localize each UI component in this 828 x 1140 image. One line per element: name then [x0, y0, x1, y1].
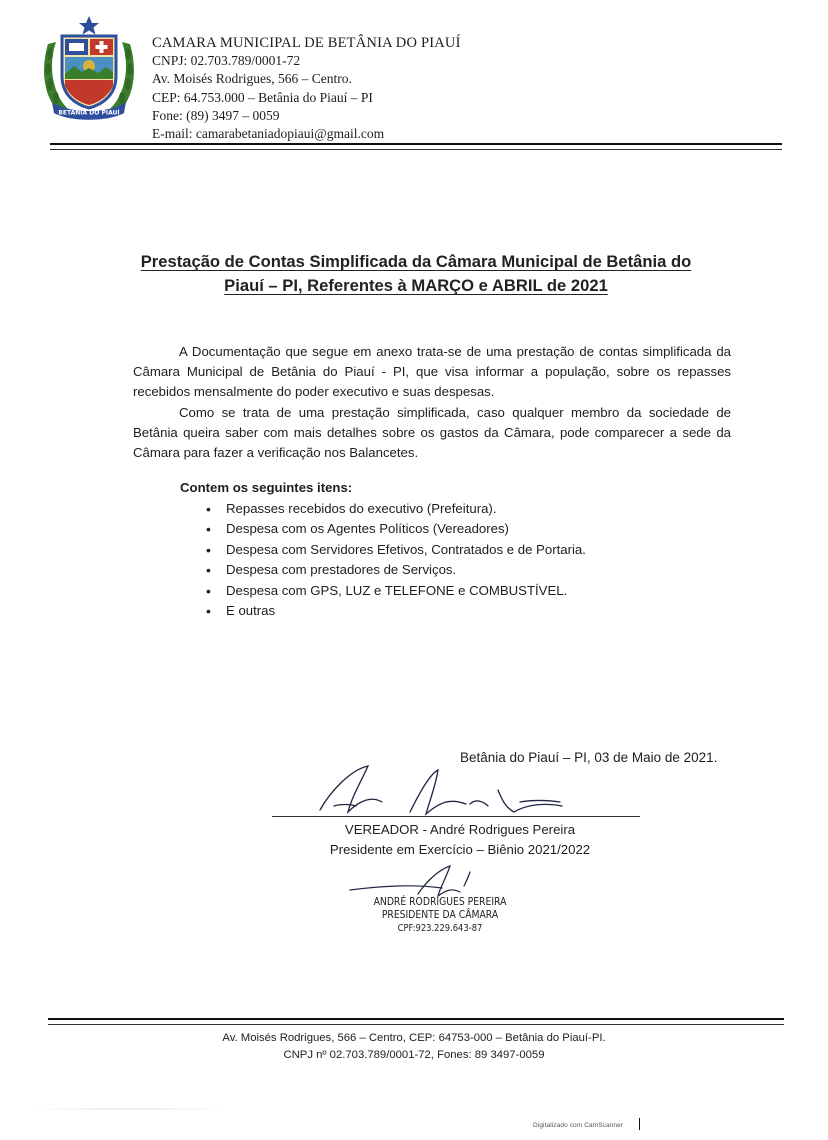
org-address: Av. Moisés Rodrigues, 566 – Centro. [152, 71, 352, 87]
municipal-crest-icon [38, 14, 140, 126]
crest-banner-text: BETÂNIA DO PIAUÍ [58, 109, 120, 117]
scanner-watermark: Digitalizado com CamScanner [533, 1122, 624, 1129]
signer-name: VEREADOR - André Rodrigues Pereira [344, 822, 576, 837]
footer-divider [48, 1018, 784, 1020]
list-item: • Despesa com prestadores de Serviços. [206, 560, 586, 580]
items-heading: Contem os seguintes itens: [180, 480, 353, 495]
list-item: • Despesa com os Agentes Políticos (Vereadores) [206, 519, 586, 539]
paragraph-2: Como se trata de uma prestação simplificada, caso qualquer membro da sociedade de Betânia queira saber com mais detalhes sobre os gastos da Câmara, pode comparecer a sede da Câmara para fazer a verificação nos Balancetes. [133, 404, 731, 461]
scan-smudge [30, 1108, 230, 1110]
stamp-name: ANDRÉ RODRIGUES PEREIRA [373, 896, 507, 908]
org-email: E-mail: camarabetaniadopiaui@gmail.com [152, 126, 385, 142]
list-item: • E outras [206, 601, 586, 621]
footer [100, 1030, 728, 1063]
scanner-cursor-mark [639, 1118, 640, 1130]
list-item: • Repasses recebidos do executivo (Prefeitura). [206, 499, 586, 519]
list-item: • Despesa com Servidores Efetivos, Contratados e de Portaria. [206, 540, 586, 560]
date-line: Betânia do Piauí – PI, 03 de Maio de 2021. [460, 750, 718, 765]
letterhead [152, 34, 461, 143]
paragraph-1: A Documentação que segue em anexo trata-se de uma prestação de contas simplificada da Câmara Municipal de Betânia do Piauí - PI, que visa informar a população, sobre os repasses recebidos mensalmente do poder executivo e suas despesas. [133, 344, 731, 400]
org-name: CAMARA MUNICIPAL DE BETÂNIA DO PIAUÍ [152, 35, 461, 51]
document-title [100, 250, 732, 298]
footer-cnpj: CNPJ nº 02.703.789/0001-72, Fones: 89 3497-0059 [283, 1048, 545, 1061]
stamp-cpf: CPF:923.229.643-87 [397, 923, 483, 935]
org-cnpj: CNPJ: 02.703.789/0001-72 [152, 53, 301, 69]
official-stamp [352, 896, 528, 936]
header-divider-thin [50, 149, 782, 150]
title-line-2: Piauí – PI, Referentes à MARÇO e ABRIL de 2021 [224, 276, 608, 295]
signer-role: Presidente em Exercício – Biênio 2021/2022 [329, 842, 591, 857]
org-cep: CEP: 64.753.000 – Betânia do Piauí – PI [152, 89, 373, 105]
handwritten-signature-icon [270, 762, 640, 822]
footer-divider-thin [48, 1024, 784, 1025]
org-phone: Fone: (89) 3497 – 0059 [152, 107, 280, 123]
footer-address: Av. Moisés Rodrigues, 566 – Centro, CEP: 64753-000 – Betânia do Piauí-PI. [222, 1032, 606, 1044]
stamp-role: PRESIDENTE DA CÂMARA [381, 909, 499, 922]
signer-block [300, 820, 620, 860]
document-body [133, 342, 731, 463]
header-divider [50, 143, 782, 145]
signature-line [272, 816, 640, 817]
items-list [206, 499, 586, 621]
list-item: • Despesa com GPS, LUZ e TELEFONE e COMBUSTÍVEL. [206, 581, 586, 601]
title-line-1: Prestação de Contas Simplificada da Câmara Municipal de Betânia do [140, 252, 692, 271]
